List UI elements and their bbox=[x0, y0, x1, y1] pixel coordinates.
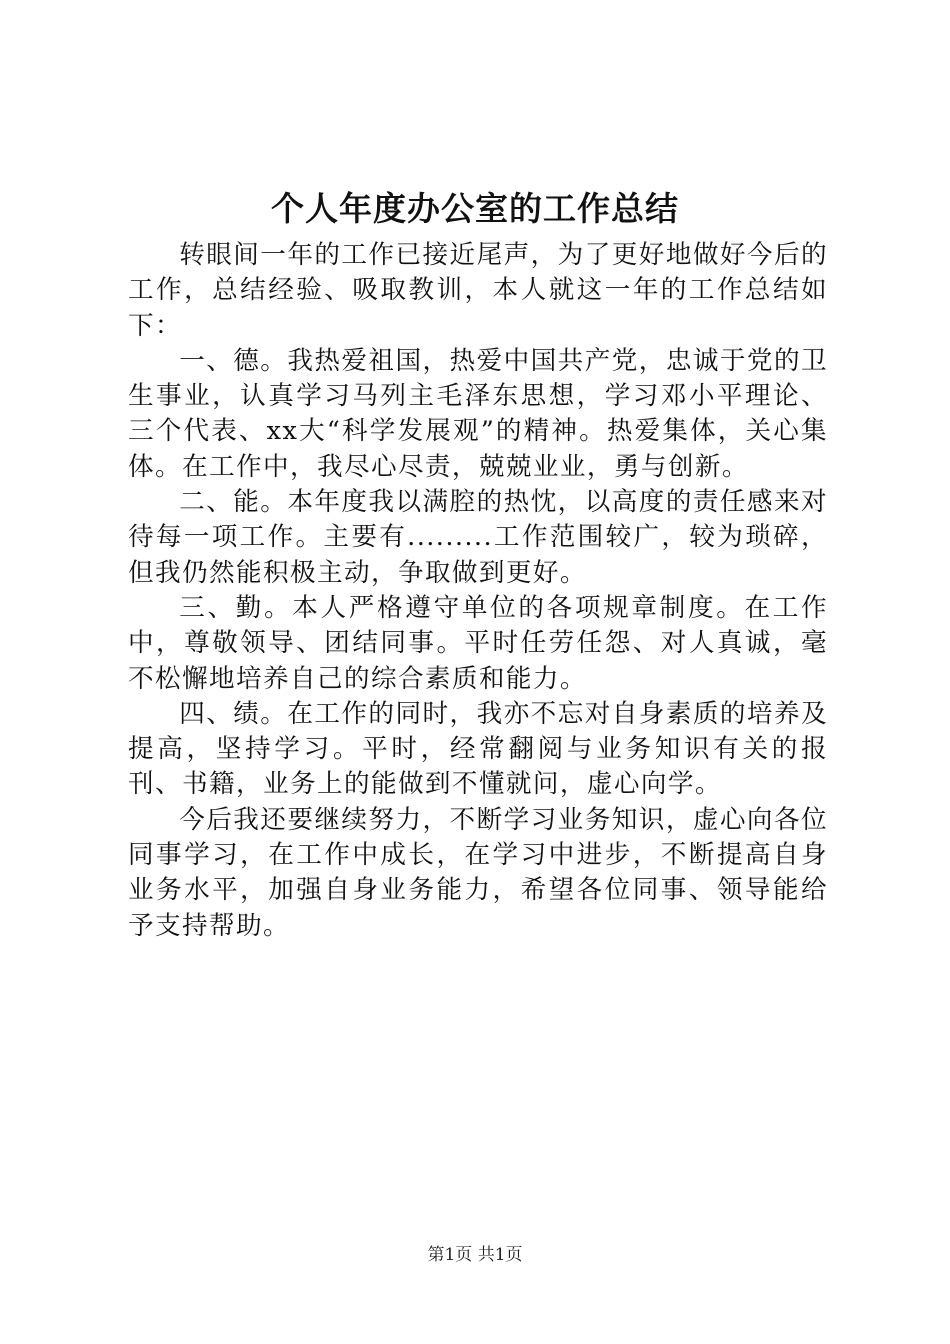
paragraph-intro: 转眼间一年的工作已接近尾声，为了更好地做好今后的工作，总结经验、吸取教训，本人就这一年的工作总结如下： bbox=[128, 240, 828, 341]
paragraph-virtue: 一、德。我热爱祖国，热爱中国共产党，忠诚于党的卫生事业，认真学习马列主毛泽东思想，学习邓小平理论、三个代表、xx大“科学发展观”的精神。热爱集体，关心集体。在工作中，我尽心尽责，兢兢业业，勇与创新。 bbox=[128, 345, 828, 482]
page-footer: 第1页 共1页 bbox=[427, 1245, 523, 1265]
paragraph-diligence: 三、勤。本人严格遵守单位的各项规章制度。在工作中，尊敬领导、团结同事。平时任劳任怨、对人真诚，毫不松懈地培养自己的综合素质和能力。 bbox=[128, 592, 828, 694]
document-body bbox=[128, 238, 828, 944]
paragraph-achievement: 四、绩。在工作的同时，我亦不忘对自身素质的培养及提高，坚持学习。平时，经常翻阅与业务知识有关的报刊、书籍，业务上的能做到不懂就问，虚心向学。 bbox=[128, 698, 828, 800]
document-title: 个人年度办公室的工作总结 bbox=[271, 189, 679, 228]
paragraph-ability: 二、能。本年度我以满腔的热忱，以高度的责任感来对待每一项工作。主要有.........工作范围较广，较为琐碎，但我仍然能积极主动，争取做到更好。 bbox=[128, 487, 828, 588]
paragraph-outlook: 今后我还要继续努力，不断学习业务知识，虚心向各位同事学习，在工作中成长，在学习中进步，不断提高自身业务水平，加强自身业务能力，希望各位同事、领导能给予支持帮助。 bbox=[128, 804, 828, 941]
